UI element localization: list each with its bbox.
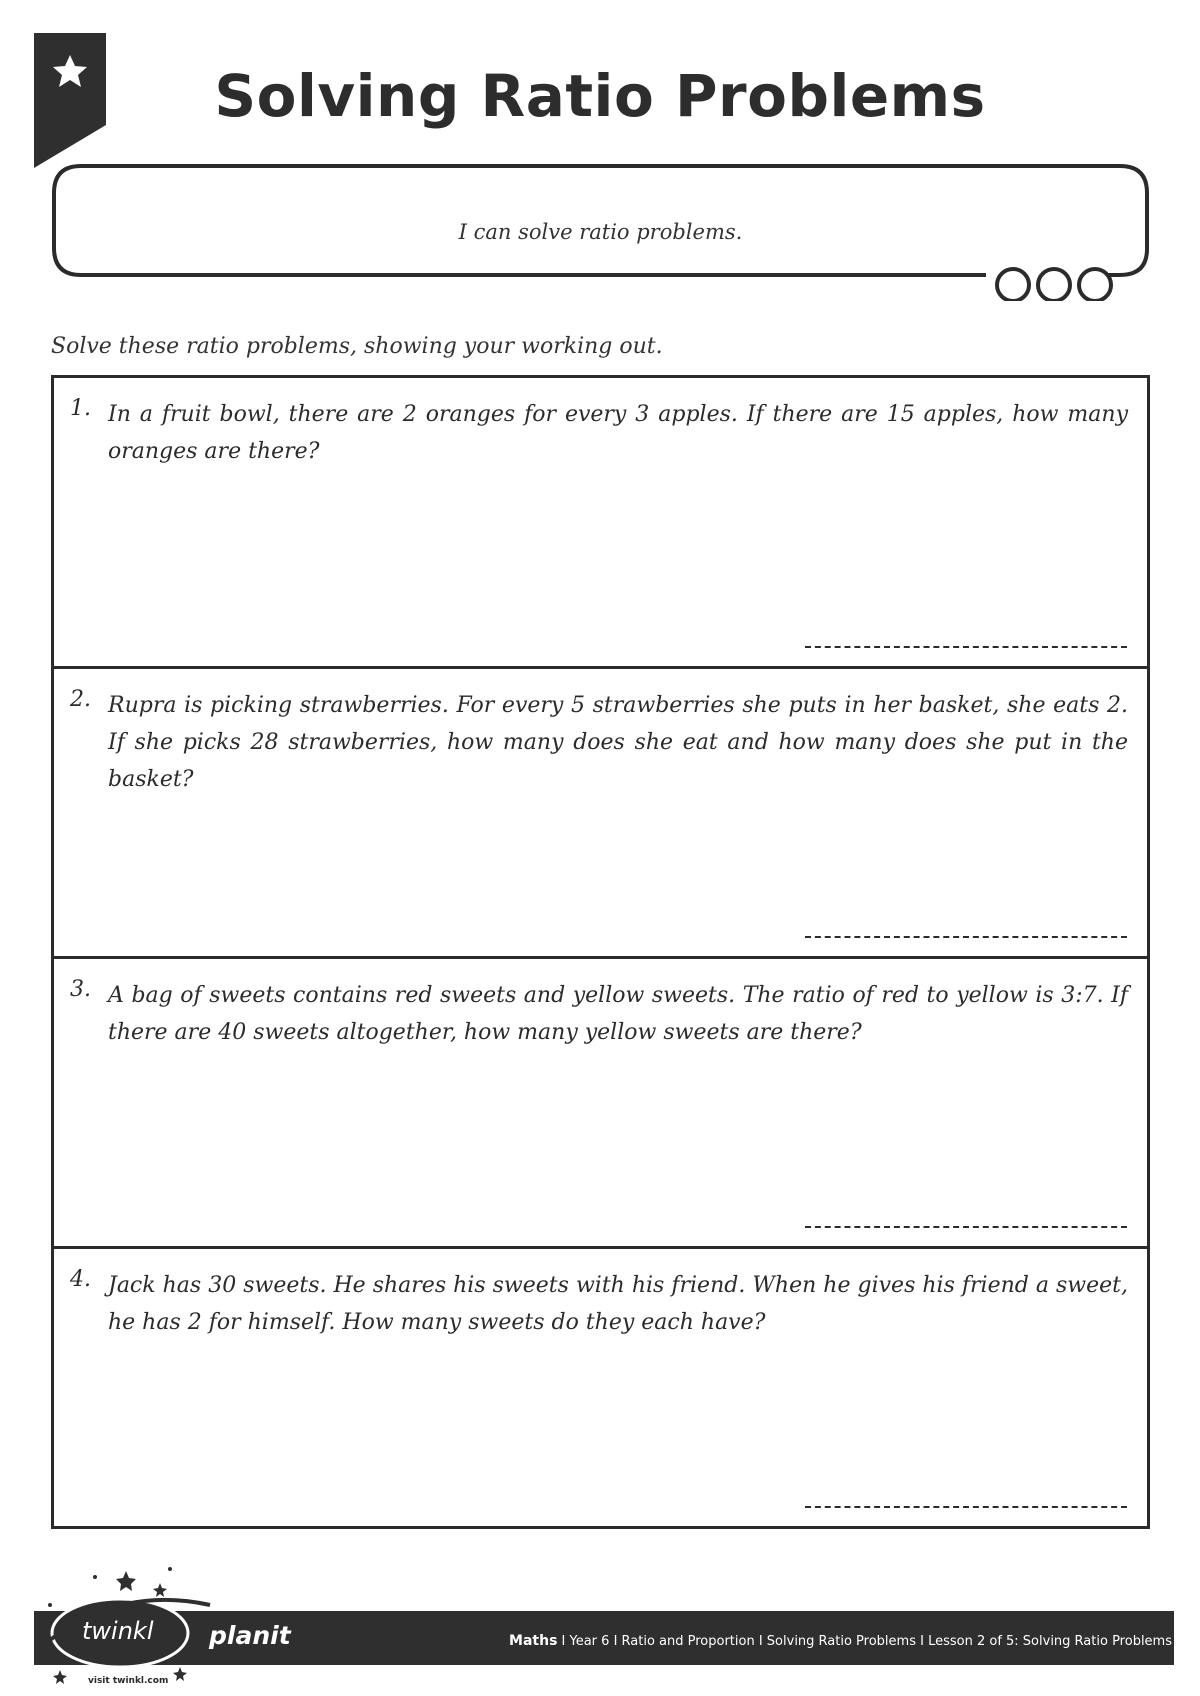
product-name: planit [209,1621,291,1650]
question-text: Jack has 30 sweets. He shares his sweets with his friend. When he gives his friend a sweet, he has 2 for himself. How many sweets do they each have? [108,1273,1128,1335]
brand-name: twinkl [82,1617,154,1645]
question-text: In a fruit bowl, there are 2 oranges for every 3 apples. If there are 15 apples, how many oranges are there? [108,402,1128,464]
answer-line[interactable] [805,1226,1127,1228]
circle-icon [997,269,1029,301]
learning-objective: I can solve ratio problems. [458,220,743,244]
question-4 [54,1249,1147,1526]
circle-icon [1079,269,1111,301]
question-2 [54,669,1147,959]
instructions: Solve these ratio problems, showing your working out. [51,334,663,359]
question-number: 1. [70,396,91,421]
footer-details: I Year 6 I Ratio and Proportion I Solving Ratio Problems I Lesson 2 of 5: Solving Ratio Problems [557,1634,1172,1649]
footer-info [509,1633,1172,1649]
brand-url: visit twinkl.com [88,1676,169,1686]
footer-subject: Maths [509,1633,558,1649]
question-number: 4. [70,1267,91,1292]
answer-line[interactable] [805,1506,1127,1508]
question-1 [54,378,1147,669]
question-number: 2. [70,687,91,712]
question-number: 3. [70,977,91,1002]
page-title: Solving Ratio Problems [214,62,986,130]
circle-icon [1038,269,1070,301]
answer-line[interactable] [805,936,1127,938]
question-list [51,375,1150,1529]
question-3 [54,959,1147,1249]
question-text: A bag of sweets contains red sweets and yellow sweets. The ratio of red to yellow is 3:7. If there are 40 sweets altogether, how many yellow sweets are there? [108,983,1128,1045]
answer-line[interactable] [805,646,1127,648]
question-text: Rupra is picking strawberries. For every 5 strawberries she puts in her basket, she eats 2. If she picks 28 strawberries, how many does she eat and how many does she put in the basket? [108,693,1128,792]
